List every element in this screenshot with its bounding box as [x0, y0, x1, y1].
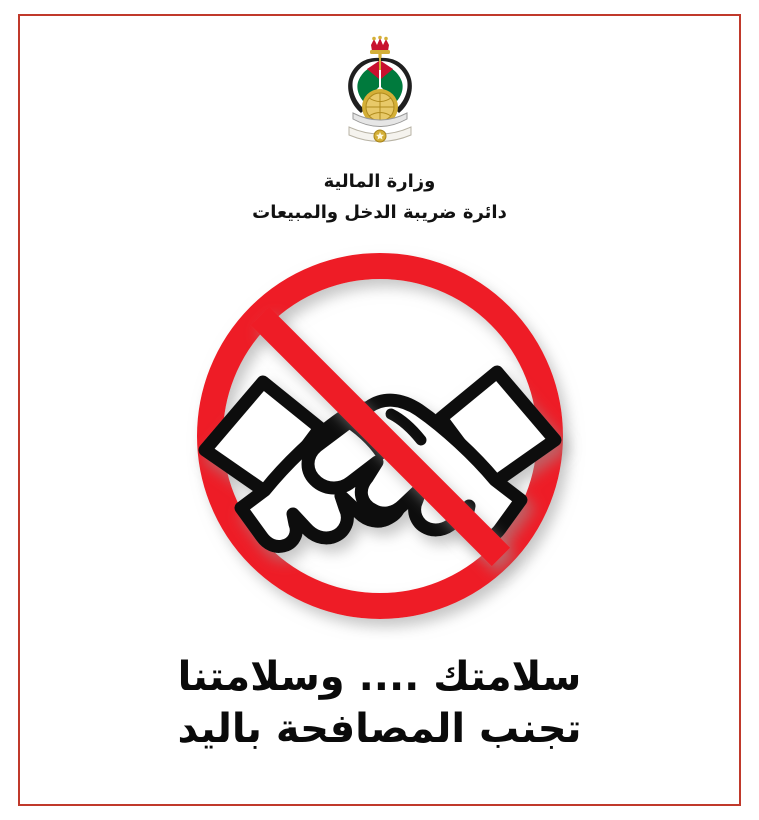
- ministry-name: وزارة المالية: [323, 171, 436, 192]
- slogan-line-1: سلامتك .... وسلامتنا: [177, 654, 582, 700]
- slogan-line-2: تجنب المصافحة باليد: [177, 706, 582, 752]
- poster-content: [20, 18, 739, 802]
- ministry-title-block: [252, 168, 507, 226]
- jordan-coat-of-arms-icon: [315, 36, 445, 146]
- slogan-block: [177, 652, 581, 754]
- no-handshake-graphic: [145, 240, 615, 640]
- department-name: دائرة ضريبة الدخل والمبيعات: [252, 202, 507, 223]
